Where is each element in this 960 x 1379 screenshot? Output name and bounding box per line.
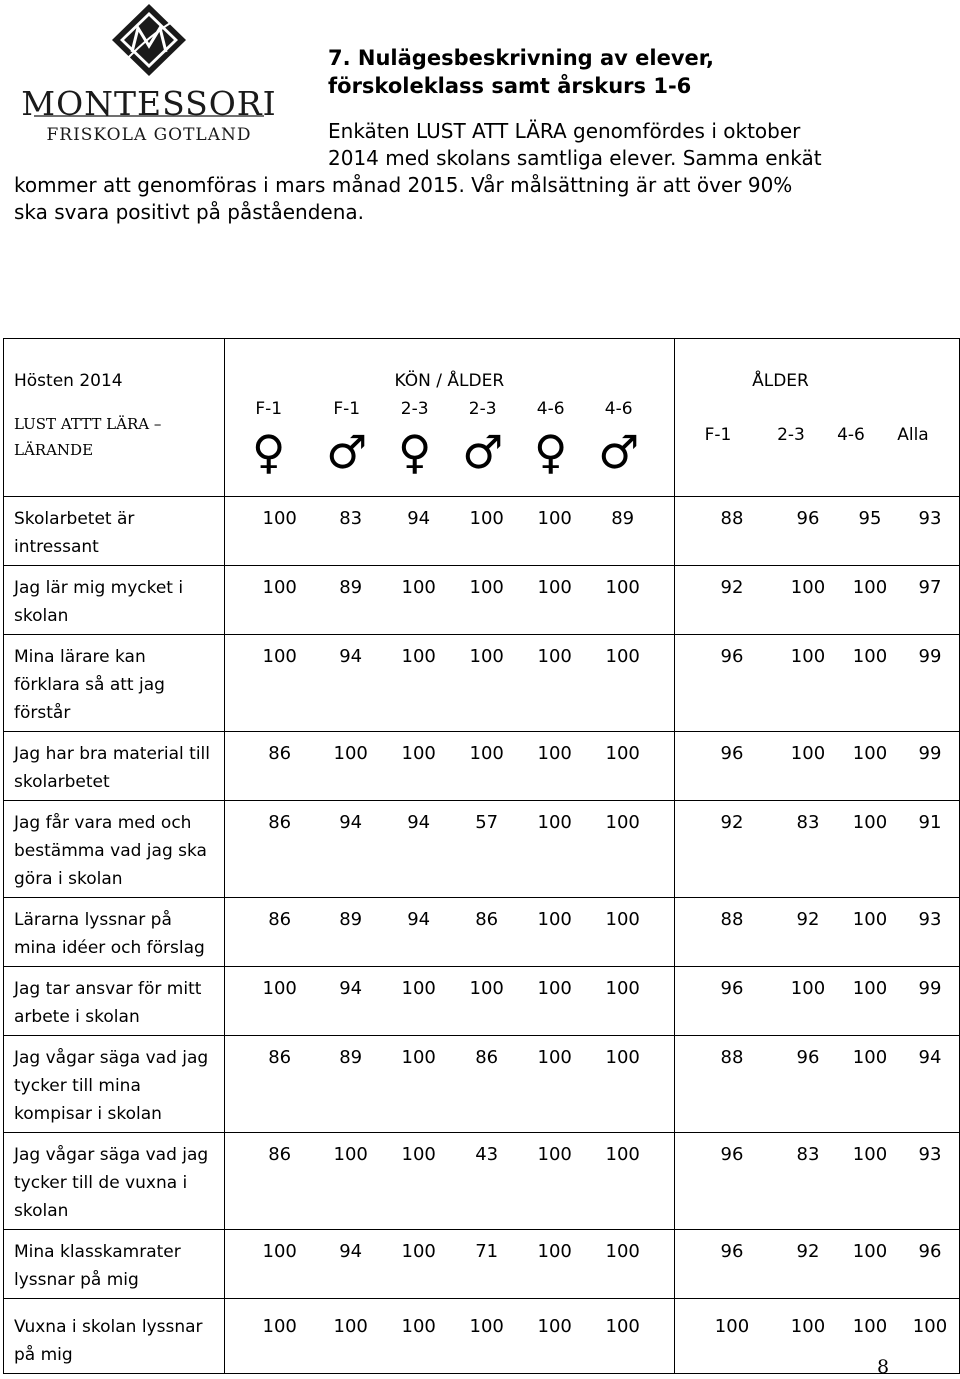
male-symbol-icon: ♂ [462, 425, 504, 479]
value-cell: 94 [407, 812, 431, 833]
group1-age-label: 4-6 [604, 399, 633, 419]
value-cell: 100 [790, 1316, 826, 1337]
value-cell: 100 [401, 743, 436, 764]
page-number: 8 [877, 1356, 890, 1378]
statement-label: Jag vågar säga vad jag tycker till mina kompisar i skolan [4, 1036, 225, 1133]
value-cell: 96 [720, 743, 744, 764]
table-row [4, 566, 960, 635]
value-cell: 83 [339, 508, 363, 529]
value-cell: 99 [918, 978, 942, 999]
value-cell: 100 [537, 577, 572, 598]
table-row [4, 635, 960, 732]
survey-title-line1: LUST ATTT LÄRA – [14, 415, 162, 433]
gender-age-values-cell [224, 497, 674, 566]
value-cell: 89 [339, 1047, 363, 1068]
table-row [4, 1036, 960, 1133]
value-cell: 100 [401, 978, 436, 999]
logo-subtitle: FRISKOLA GOTLAND [46, 125, 252, 145]
value-cell: 99 [918, 743, 942, 764]
group2-age-label: 4-6 [837, 425, 865, 445]
survey-title [14, 411, 214, 463]
value-cell: 100 [790, 646, 826, 667]
gender-age-values-cell [224, 1133, 674, 1230]
statement-label: Lärarna lyssnar på mina idéer och förslag [4, 898, 225, 967]
value-cell: 100 [852, 812, 888, 833]
gender-age-values-cell [224, 732, 674, 801]
statement-label: Mina lärare kan förklara så att jag förstår [4, 635, 225, 732]
value-cell: 100 [852, 1316, 888, 1337]
value-cell: 100 [333, 743, 368, 764]
value-cell: 100 [401, 1316, 436, 1337]
value-cell: 100 [852, 1241, 888, 1262]
value-cell: 86 [475, 909, 499, 930]
intro-line-1: Enkäten LUST ATT LÄRA genomfördes i oktober [328, 119, 801, 143]
value-cell: 100 [469, 508, 504, 529]
value-cell: 100 [790, 978, 826, 999]
value-cell: 96 [796, 508, 820, 529]
value-cell: 100 [469, 743, 504, 764]
value-cell: 100 [262, 508, 297, 529]
intro-line-3: kommer att genomföras i mars månad 2015. Vår målsättning är att över 90% [14, 173, 793, 197]
value-cell: 100 [605, 646, 640, 667]
female-symbol-icon: ♀ [533, 425, 568, 479]
group1-age-row [225, 399, 674, 419]
table-header-row [4, 339, 960, 497]
value-cell: 100 [469, 978, 504, 999]
value-cell: 94 [407, 508, 431, 529]
value-cell: 100 [262, 577, 297, 598]
age-values-cell [674, 635, 959, 732]
value-cell: 86 [268, 812, 292, 833]
value-cell: 89 [339, 577, 363, 598]
value-cell: 100 [605, 1047, 640, 1068]
value-cell: 100 [605, 978, 640, 999]
value-cell: 94 [407, 909, 431, 930]
value-cell: 100 [262, 978, 297, 999]
table-row [4, 1299, 960, 1374]
value-cell: 100 [605, 1241, 640, 1262]
value-cell: 100 [605, 909, 640, 930]
male-symbol-icon: ♂ [598, 425, 640, 479]
gender-age-values-cell [224, 898, 674, 967]
value-cell: 57 [475, 812, 499, 833]
value-cell: 100 [852, 646, 888, 667]
table-row [4, 801, 960, 898]
intro-line-4: ska svara positivt på påståendena. [14, 200, 364, 224]
value-cell: 96 [720, 978, 744, 999]
group1-title: KÖN / ÅLDER [394, 371, 505, 391]
age-values-cell [674, 967, 959, 1036]
statement-label: Skolarbetet är intressant [4, 497, 225, 566]
value-cell: 92 [796, 1241, 820, 1262]
table-row [4, 1230, 960, 1299]
value-cell: 100 [537, 1241, 572, 1262]
male-symbol-icon: ♂ [326, 425, 368, 479]
gender-age-values-cell [224, 1230, 674, 1299]
table-row [4, 497, 960, 566]
age-values-cell [674, 898, 959, 967]
table-row [4, 1133, 960, 1230]
value-cell: 94 [918, 1047, 942, 1068]
intro-text-bottom [14, 172, 792, 226]
gender-age-values-cell [224, 801, 674, 898]
value-cell: 100 [852, 1047, 888, 1068]
value-cell: 100 [537, 1047, 572, 1068]
value-cell: 100 [401, 577, 436, 598]
group2-age-row [675, 425, 959, 445]
value-cell: 100 [262, 1241, 297, 1262]
value-cell: 96 [720, 1241, 744, 1262]
age-header-cell [674, 339, 959, 497]
value-cell: 92 [796, 909, 820, 930]
value-cell: 100 [537, 1316, 572, 1337]
value-cell: 100 [333, 1144, 368, 1165]
age-values-cell [674, 566, 959, 635]
group1-age-label: F-1 [333, 399, 361, 419]
value-cell: 95 [858, 508, 882, 529]
age-values-cell [674, 1036, 959, 1133]
value-cell: 92 [720, 577, 744, 598]
group2-title: ÅLDER [752, 371, 809, 391]
value-cell: 100 [537, 646, 572, 667]
age-values-cell [674, 1133, 959, 1230]
section-title-line2: förskoleklass samt årskurs 1-6 [328, 74, 692, 98]
value-cell: 86 [268, 909, 292, 930]
value-cell: 86 [268, 1144, 292, 1165]
value-cell: 86 [268, 1047, 292, 1068]
group2-age-label: Alla [897, 425, 929, 445]
section-heading [328, 44, 714, 100]
age-values-cell [674, 732, 959, 801]
value-cell: 94 [339, 812, 363, 833]
value-cell: 100 [333, 1316, 368, 1337]
gender-age-values-cell [224, 1299, 674, 1374]
logo-wordmark: MONTESSORI [21, 84, 277, 123]
value-cell: 94 [339, 1241, 363, 1262]
group2-age-label: 2-3 [777, 425, 805, 445]
group2-age-label: F-1 [704, 425, 732, 445]
group1-age-label: 4-6 [536, 399, 565, 419]
gender-age-values-cell [224, 967, 674, 1036]
statement-label: Jag vågar säga vad jag tycker till de vuxna i skolan [4, 1133, 225, 1230]
value-cell: 100 [912, 1316, 948, 1337]
value-cell: 92 [720, 812, 744, 833]
value-cell: 100 [852, 978, 888, 999]
group1-age-label: 2-3 [400, 399, 429, 419]
value-cell: 97 [918, 577, 942, 598]
value-cell: 43 [475, 1144, 499, 1165]
value-cell: 100 [537, 909, 572, 930]
value-cell: 100 [401, 1144, 436, 1165]
value-cell: 100 [537, 812, 572, 833]
value-cell: 100 [469, 646, 504, 667]
group1-age-label: 2-3 [468, 399, 497, 419]
value-cell: 100 [537, 978, 572, 999]
value-cell: 100 [605, 1316, 640, 1337]
value-cell: 96 [720, 646, 744, 667]
value-cell: 83 [796, 812, 820, 833]
age-values-cell [674, 1230, 959, 1299]
value-cell: 93 [918, 909, 942, 930]
season-label: Hösten 2014 [14, 371, 123, 391]
value-cell: 96 [720, 1144, 744, 1165]
value-cell: 100 [537, 1144, 572, 1165]
gender-age-values-cell [224, 1036, 674, 1133]
table-row [4, 732, 960, 801]
value-cell: 89 [611, 508, 635, 529]
gender-age-values-cell [224, 566, 674, 635]
survey-table [3, 338, 960, 1374]
statement-label: Mina klasskamrater lyssnar på mig [4, 1230, 225, 1299]
intro-text-top [328, 118, 822, 172]
age-values-cell [674, 1299, 959, 1374]
value-cell: 96 [918, 1241, 942, 1262]
statement-label: Jag får vara med och bestämma vad jag ska göra i skolan [4, 801, 225, 898]
value-cell: 96 [796, 1047, 820, 1068]
value-cell: 100 [852, 1144, 888, 1165]
gender-age-values-cell [224, 635, 674, 732]
value-cell: 100 [605, 577, 640, 598]
intro-line-2: 2014 med skolans samtliga elever. Samma enkät [328, 146, 822, 170]
value-cell: 100 [262, 1316, 297, 1337]
female-symbol-icon: ♀ [397, 425, 432, 479]
age-values-cell [674, 801, 959, 898]
value-cell: 100 [790, 743, 826, 764]
value-cell: 100 [469, 577, 504, 598]
value-cell: 91 [918, 812, 942, 833]
value-cell: 93 [918, 1144, 942, 1165]
value-cell: 100 [537, 743, 572, 764]
value-cell: 86 [475, 1047, 499, 1068]
value-cell: 88 [720, 909, 744, 930]
value-cell: 100 [605, 743, 640, 764]
gender-age-header-cell [224, 339, 674, 497]
value-cell: 88 [720, 1047, 744, 1068]
value-cell: 100 [469, 1316, 504, 1337]
gender-symbol-row [225, 425, 674, 479]
statement-label: Jag tar ansvar för mitt arbete i skolan [4, 967, 225, 1036]
table-row [4, 898, 960, 967]
statement-label: Jag har bra material till skolarbetet [4, 732, 225, 801]
value-cell: 100 [714, 1316, 750, 1337]
table-row [4, 967, 960, 1036]
value-cell: 93 [918, 508, 942, 529]
female-symbol-icon: ♀ [251, 425, 286, 479]
value-cell: 100 [401, 1047, 436, 1068]
age-values-cell [674, 497, 959, 566]
value-cell: 89 [339, 909, 363, 930]
value-cell: 100 [852, 743, 888, 764]
value-cell: 100 [852, 909, 888, 930]
section-title-line1: 7. Nulägesbeskrivning av elever, [328, 46, 715, 70]
value-cell: 100 [790, 577, 826, 598]
value-cell: 100 [605, 1144, 640, 1165]
value-cell: 94 [339, 646, 363, 667]
survey-title-line2: LÄRANDE [14, 441, 94, 459]
value-cell: 100 [401, 1241, 436, 1262]
value-cell: 99 [918, 646, 942, 667]
value-cell: 100 [605, 812, 640, 833]
value-cell: 88 [720, 508, 744, 529]
value-cell: 86 [268, 743, 292, 764]
value-cell: 100 [537, 508, 572, 529]
statement-label: Vuxna i skolan lyssnar på mig [4, 1299, 225, 1374]
value-cell: 83 [796, 1144, 820, 1165]
value-cell: 100 [852, 577, 888, 598]
value-cell: 100 [401, 646, 436, 667]
value-cell: 100 [262, 646, 297, 667]
group1-age-label: F-1 [255, 399, 283, 419]
table-header-label-cell [4, 339, 225, 497]
statement-label: Jag lär mig mycket i skolan [4, 566, 225, 635]
value-cell: 94 [339, 978, 363, 999]
value-cell: 71 [475, 1241, 499, 1262]
